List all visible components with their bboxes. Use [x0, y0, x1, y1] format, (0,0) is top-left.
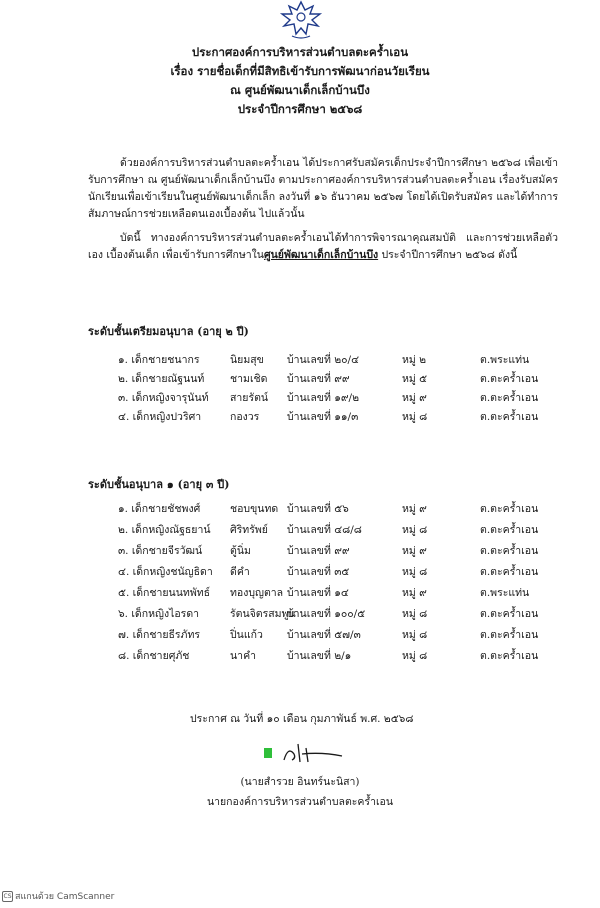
subdistrict: ต.ตะคร้ำเอน — [480, 392, 539, 404]
child-name: ๑. เด็กชายชัชพงศ์ — [118, 503, 201, 515]
house-number: บ้านเลขที่ ๑๑/๓ — [287, 411, 359, 423]
house-number: บ้านเลขที่ ๙๙ — [287, 545, 350, 557]
child-name: ๗. เด็กชายธีรภัทร — [118, 629, 201, 641]
decision-text-end: ประจำปีการศึกษา ๒๕๖๘ ดังนี้ — [378, 249, 518, 261]
subdistrict: ต.ตะคร้ำเอน — [480, 503, 539, 515]
village-number: หมู่ ๘ — [402, 629, 428, 641]
section-title-kindergarten-1: ระดับชั้นอนุบาล ๑ (อายุ ๓ ปี) — [88, 478, 230, 491]
child-surname: ตู้นิ่ม — [230, 545, 251, 557]
child-name: ๓. เด็กหญิงจารุนันท์ — [118, 392, 209, 404]
section-title-prekindergarten: ระดับชั้นเตรียมอนุบาล (อายุ ๒ ปี) — [88, 325, 249, 338]
house-number: บ้านเลขที่ ๕๖ — [287, 503, 349, 515]
child-name: ๑. เด็กชายชนากร — [118, 354, 200, 366]
child-name: ๓. เด็กชายจีรวัฒน์ — [118, 545, 203, 557]
list-item — [0, 647, 600, 665]
house-number: บ้านเลขที่ ๒/๑ — [287, 650, 352, 662]
child-surname: ศิริทรัพย์ — [230, 524, 268, 536]
village-number: หมู่ ๙ — [402, 587, 427, 599]
subdistrict: ต.ตะคร้ำเอน — [480, 373, 539, 385]
child-surname: ทองบุญตาล — [230, 587, 284, 599]
signer-name: (นายสำรวย อินทร์นะนิสา) — [240, 776, 360, 788]
list-item — [0, 563, 600, 581]
list-item — [0, 626, 600, 644]
child-surname: สายรัตน์ — [230, 392, 269, 404]
subdistrict: ต.ตะคร้ำเอน — [480, 411, 539, 423]
village-number: หมู่ ๘ — [402, 566, 428, 578]
house-number: บ้านเลขที่ ๔๘/๘ — [287, 524, 362, 536]
house-number: บ้านเลขที่ ๑๙/๒ — [287, 392, 360, 404]
child-name: ๕. เด็กชายนนทพัทธ์ — [118, 587, 211, 599]
list-item — [0, 605, 600, 623]
announcement-year: ประจำปีการศึกษา ๒๕๖๘ — [237, 102, 363, 116]
list-item — [0, 500, 600, 518]
village-number: หมู่ ๘ — [402, 650, 428, 662]
child-surname: ชามเชิด — [230, 373, 268, 385]
subdistrict: ต.ตะคร้ำเอน — [480, 566, 539, 578]
child-name: ๒. เด็กชายณัฐนนท์ — [118, 373, 205, 385]
list-item — [0, 521, 600, 539]
child-name: ๔. เด็กหญิงชนัญธิดา — [118, 566, 213, 578]
house-number: บ้านเลขที่ ๓๕ — [287, 566, 350, 578]
list-item — [0, 408, 600, 426]
house-number: บ้านเลขที่ ๑๐๐/๕ — [287, 608, 366, 620]
announcement-date: ประกาศ ณ วันที่ ๑๐ เดือน กุมภาพันธ์ พ.ศ. ๒๕๖๘ — [190, 713, 414, 725]
subdistrict: ต.พระแท่น — [480, 587, 530, 599]
child-name: ๔. เด็กหญิงปวริศา — [118, 411, 202, 423]
child-surname: กองวร — [230, 411, 260, 423]
house-number: บ้านเลขที่ ๕๗/๓ — [287, 629, 361, 641]
subdistrict: ต.พระแท่น — [480, 354, 530, 366]
child-surname: นิยมสุข — [230, 354, 264, 366]
announcement-title: ประกาศองค์การบริหารส่วนตำบลตะคร้ำเอน — [191, 45, 409, 59]
scanner-watermark — [2, 889, 114, 903]
decision-text-start: บัดนี้ ทางองค์การบริหารส่วนตำบลตะคร้ำเอนได้ทำการพิจารณาคุณสมบัติ และการช่วยเหลือตัวเอง เบื้องต้นเด็ก เพื่อเข้ารับการศึกษาใน — [88, 232, 558, 261]
child-name: ๖. เด็กหญิงไอรดา — [118, 608, 200, 620]
village-number: หมู่ ๙ — [402, 503, 427, 515]
subdistrict: ต.ตะคร้ำเอน — [480, 524, 539, 536]
house-number: บ้านเลขที่ ๒๐/๔ — [287, 354, 360, 366]
list-item — [0, 542, 600, 560]
garuda-emblem-icon — [278, 0, 324, 40]
scanner-label: สแกนด้วย CamScanner — [15, 892, 115, 902]
child-name: ๘. เด็กชายศุภัช — [118, 650, 190, 662]
child-name: ๒. เด็กหญิงณัฐธยาน์ — [118, 524, 211, 536]
list-item — [0, 584, 600, 602]
village-number: หมู่ ๙ — [402, 392, 427, 404]
child-surname: นาคำ — [230, 650, 256, 662]
house-number: บ้านเลขที่ ๑๔ — [287, 587, 349, 599]
center-name-underlined: ศูนย์พัฒนาเด็กเล็กบ้านบึง — [263, 249, 379, 261]
signer-title: นายกองค์การบริหารส่วนตำบลตะคร้ำเอน — [206, 796, 394, 808]
announcement-subject: เรื่อง รายชื่อเด็กที่มีสิทธิเข้ารับการพัฒนาก่อนวัยเรียน — [170, 64, 430, 78]
village-number: หมู่ ๘ — [402, 411, 428, 423]
announcement-location: ณ ศูนย์พัฒนาเด็กเล็กบ้านบึง — [230, 83, 370, 97]
decision-paragraph — [88, 230, 558, 264]
house-number: บ้านเลขที่ ๙๙ — [287, 373, 350, 385]
child-surname: ปิ่นแก้ว — [230, 629, 263, 641]
village-number: หมู่ ๒ — [402, 354, 427, 366]
child-surname: ดีคำ — [230, 566, 250, 578]
camscanner-icon: CS — [3, 893, 12, 900]
village-number: หมู่ ๘ — [402, 524, 428, 536]
subdistrict: ต.ตะคร้ำเอน — [480, 629, 539, 641]
list-item — [0, 351, 600, 369]
subdistrict: ต.ตะคร้ำเอน — [480, 608, 539, 620]
intro-paragraph: ด้วยองค์การบริหารส่วนตำบลตะคร้ำเอน ได้ประกาศรับสมัครเด็กประจำปีการศึกษา ๒๕๖๘ เพื่อเข้ารับการศึกษา ณ ศูนย์พัฒนาเด็กเล็กบ้านบึง ตามประกาศองค์การบริหารส่วนตำบลตะคร้ำเอน เรื่องรับสมัครนักเรียนเพื่อเข้าเรียนในศูนย์พัฒนาเด็กเล็ก ลงวันที่ ๑๖ ธันวาคม ๒๕๖๗ โดยได้เปิดรับสมัคร และได้ทำการสัมภาษณ์การช่วยเหลือตนเองเบื้องต้น ไปแล้วนั้น — [88, 157, 558, 220]
child-surname: ชอบขุนทด — [230, 503, 279, 515]
child-surname: รัตนจิตรสมพูน — [230, 608, 296, 620]
list-item — [0, 389, 600, 407]
subdistrict: ต.ตะคร้ำเอน — [480, 650, 539, 662]
village-number: หมู่ ๕ — [402, 373, 428, 385]
village-number: หมู่ ๙ — [402, 545, 427, 557]
subdistrict: ต.ตะคร้ำเอน — [480, 545, 539, 557]
village-number: หมู่ ๘ — [402, 608, 428, 620]
list-item — [0, 370, 600, 388]
signature-image — [262, 740, 352, 768]
